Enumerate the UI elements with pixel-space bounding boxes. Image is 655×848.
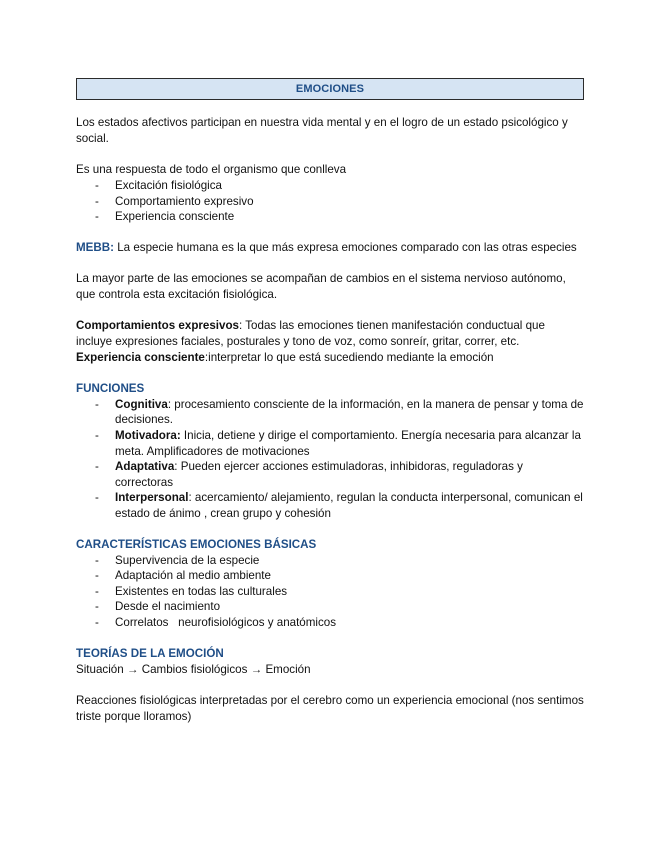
function-text: Inicia, detiene y dirige el comportamiento. Energía necesaria para alcanzar la meta. Amplificadores de motivaciones	[115, 428, 581, 458]
list-item-text: Desde el nacimiento	[115, 600, 221, 614]
bullet-dash: -	[95, 491, 99, 505]
list-item-text: Adaptación al medio ambiente	[115, 569, 271, 583]
list-item	[76, 428, 584, 459]
list-item-text: Supervivencia de la especie	[115, 553, 260, 567]
function-text: : procesamiento consciente de la información, en la manera de pensar y toma de decisiones.	[115, 397, 584, 427]
response-lead: Es una respuesta de todo el organismo que conlleva	[76, 163, 347, 176]
response-list	[76, 178, 584, 225]
list-item	[76, 553, 584, 569]
document-page	[76, 78, 584, 725]
bullet-dash: -	[95, 210, 99, 224]
mebb-paragraph	[76, 240, 584, 256]
caracteristicas-heading: CARACTERÍSTICAS EMOCIONES BÁSICAS	[76, 537, 317, 551]
teorias-paragraph: Reacciones fisiológicas interpretadas por el cerebro como un experiencia emocional (nos sentimos triste porque lloramos)	[76, 693, 584, 723]
mebb-text: La especie humana es la que más expresa emociones comparado con las otras especies	[114, 240, 577, 254]
teorias-heading: TEORÍAS DE LA EMOCIÓN	[76, 646, 224, 660]
list-item	[76, 194, 584, 210]
bullet-dash: -	[95, 179, 99, 192]
expressive-text: : Todas las emociones tienen manifestación conductual que incluye expresiones faciales, posturales y tono de voz, como sonreír, gritar, correr, etc.	[76, 318, 545, 348]
function-label: Motivadora:	[115, 428, 181, 442]
list-item-text: Comportamiento expresivo	[115, 194, 254, 208]
bullet-dash: -	[95, 553, 99, 567]
list-item	[76, 584, 584, 600]
conscious-text: :interpretar lo que está sucediendo mediante la emoción	[204, 350, 494, 364]
conscious-paragraph	[76, 350, 584, 366]
teorias-chain: Situación → Cambios fisiológicos → Emoción	[76, 662, 311, 676]
expressive-label: Comportamientos expresivos	[76, 318, 240, 332]
function-label: Adaptativa	[115, 460, 175, 474]
list-item	[76, 459, 584, 490]
list-item	[76, 599, 584, 615]
list-item	[76, 209, 584, 225]
bullet-dash: -	[95, 615, 99, 629]
conscious-label: Experiencia consciente	[76, 350, 205, 364]
list-item	[76, 397, 584, 428]
function-label: Interpersonal	[115, 491, 189, 505]
list-item-text: Correlatos neurofisiológicos y anatómicos	[115, 615, 337, 629]
function-text: : acercamiento/ alejamiento, regulan la conducta interpersonal, comunican el estado de ánimo , crean grupo y cohesión	[115, 491, 583, 520]
bullet-dash: -	[95, 428, 99, 442]
intro-paragraph: Los estados afectivos participan en nuestra vida mental y en el logro de un estado psicológico y social.	[76, 116, 568, 145]
list-item-text: Experiencia consciente	[115, 210, 235, 224]
list-item-text: Existentes en todas las culturales	[115, 584, 288, 598]
function-text: : Pueden ejercer acciones estimuladoras, inhibidoras, reguladoras y correctoras	[115, 460, 523, 489]
function-label: Cognitiva	[115, 397, 168, 411]
funciones-list	[76, 397, 584, 522]
list-item	[76, 490, 584, 521]
list-item-text: Excitación fisiológica	[115, 179, 222, 192]
page-title: EMOCIONES	[76, 78, 584, 100]
list-item	[76, 615, 584, 631]
bullet-dash: -	[95, 600, 99, 614]
list-item	[76, 178, 584, 194]
bullet-dash: -	[95, 460, 99, 474]
caracteristicas-list	[76, 553, 584, 631]
funciones-heading: FUNCIONES	[76, 381, 145, 395]
mebb-label: MEBB:	[76, 240, 114, 254]
bullet-dash: -	[95, 397, 99, 411]
bullet-dash: -	[95, 194, 99, 208]
bullet-dash: -	[95, 584, 99, 598]
list-item	[76, 568, 584, 584]
expressive-paragraph	[76, 318, 584, 350]
autonomic-paragraph: La mayor parte de las emociones se acompañan de cambios en el sistema nervioso autónomo, que controla esta excitación fisiológica.	[76, 271, 566, 301]
bullet-dash: -	[95, 569, 99, 583]
